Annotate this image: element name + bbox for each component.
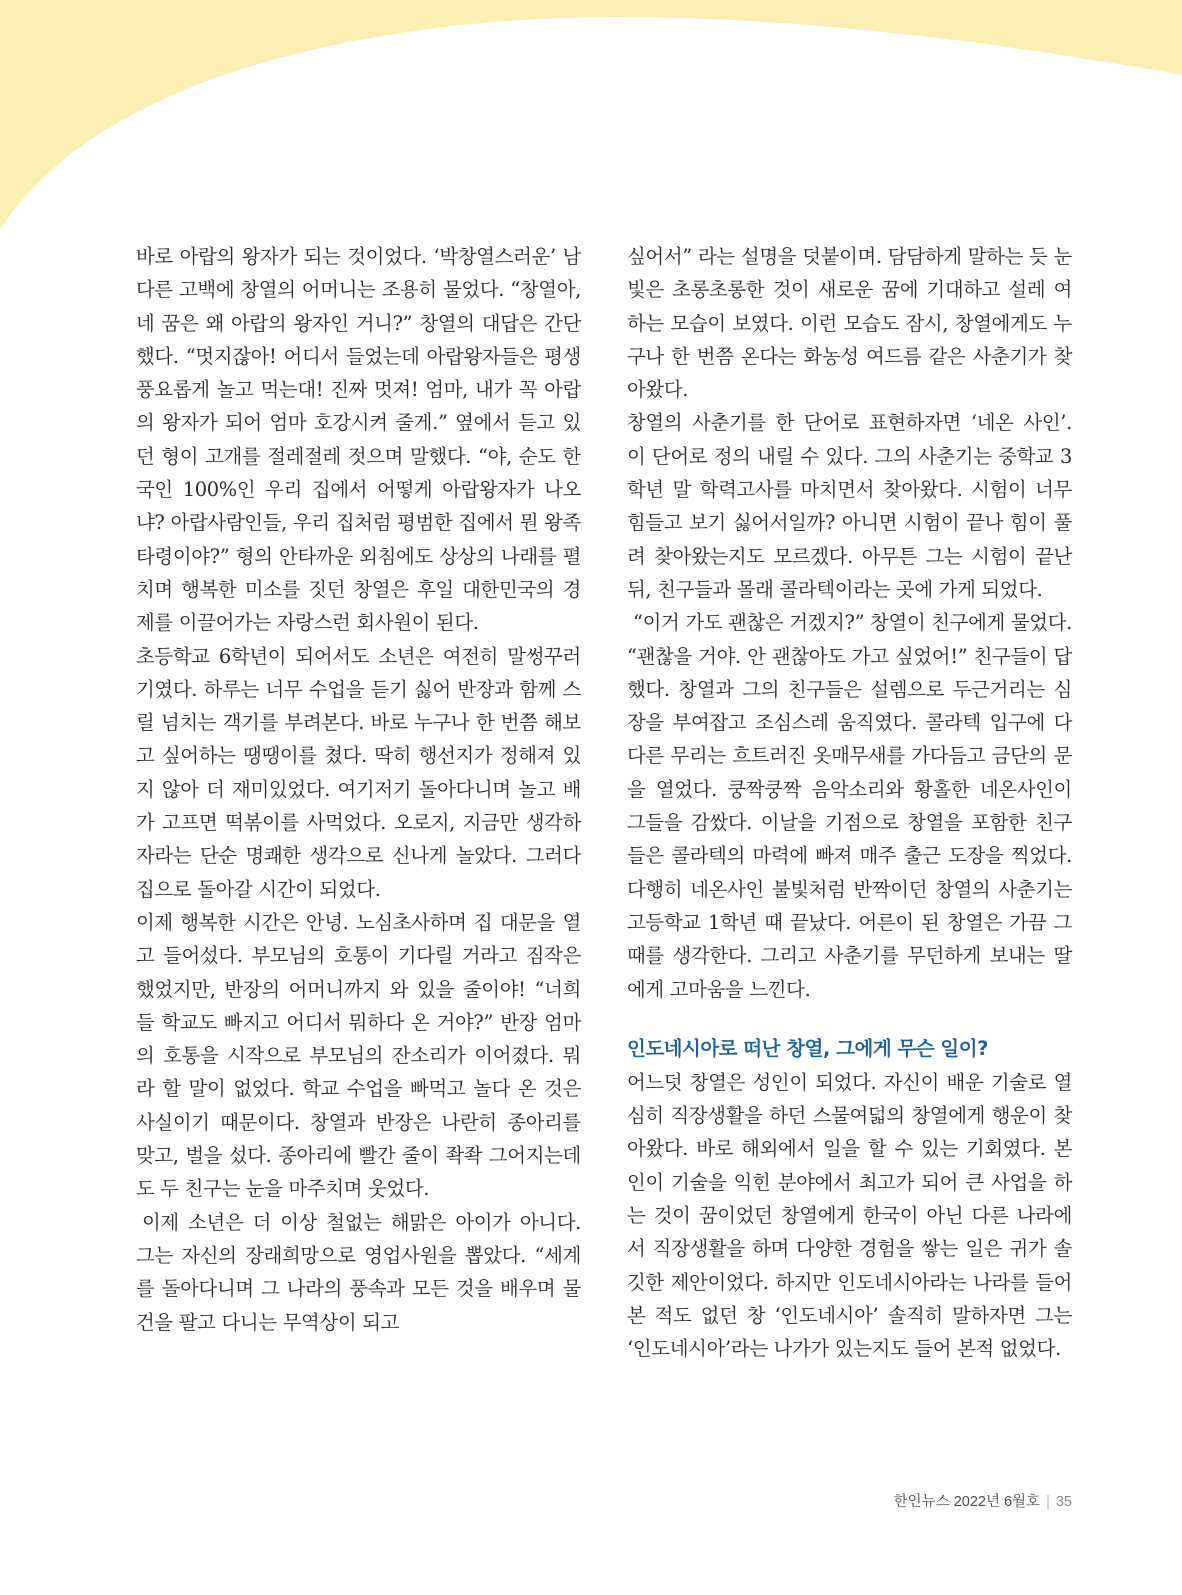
body-paragraph: “이거 가도 괜찮은 거겠지?” 창열이 친구에게 물었다. “괜찮을 거야. 안 괜찮아도 가고 싶었어!” 친구들이 답했다. 창열과 그의 친구들은 설렘으로 두근거리는 심장을 부여잡고 조심스레 움직였다. 콜라텍 입구에 다다른 무리는 흐트러진 옷매무새를 가다듬고 금단의 문을 열었다. 쿵짝쿵짝 음악소리와 황홀한 네온사인이 그들을 감쌌다. 이날을 기점으로 창열을 포함한 친구들은 콜라텍의 마력에 빠져 매주 출근 도장을 찍었다. 다행히 네온사인 불빛처럼 반짝이던 창열의 사춘기는 고등학교 1학년 때 끝났다. 어른이 된 창열은 가끔 그때를 생각한다. 그리고 사춘기를 무던하게 보내는 딸에게 고마움을 느낀다. <box>627 611 1072 1001</box>
body-paragraph: 창열의 사춘기를 한 단어로 표현하자면 ‘네온 사인’. 이 단어로 정의 내릴 수 있다. 그의 사춘기는 중학교 3학년 말 학력고사를 마치면서 찾아왔다. 시험이 너무 힘들고 보기 싫어서일까? 아니면 시험이 끝나 힘이 풀려 찾아왔는지도 모르겠다. 아무튼 그는 시험이 끝난 뒤, 친구들과 몰래 콜라텍이라는 곳에 가게 되었다. <box>627 411 1072 601</box>
body-paragraph: 바로 아랍의 왕자가 되는 것이었다. ‘박창열스러운’ 남다른 고백에 창열의 어머니는 조용히 물었다. “창열아, 네 꿈은 왜 아랍의 왕자인 거니?” 창열의 대답은 간단했다. “멋지잖아! 어디서 들었는데 아랍왕자들은 평생 풍요롭게 놀고 먹는대! 진짜 멋져! 엄마, 내가 꼭 아랍의 왕자가 되어 엄마 호강시켜 줄게.” 옆에서 듣고 있던 형이 고개를 절레절레 젓으며 말했다. “야, 순도 한국인 100%인 우리 집에서 어떻게 아랍왕자가 나오냐? 아랍사람인들, 우리 집처럼 평범한 집에서 뭔 왕족 타령이야?” 형의 안타까운 외침에도 상상의 나래를 펼치며 행복한 미소를 짓던 창열은 후일 대한민국의 경제를 이끌어가는 자랑스런 회사원이 된다. <box>136 245 581 635</box>
footer-separator: | <box>1046 1494 1050 1510</box>
body-paragraph: 이제 소년은 더 이상 철없는 해맑은 아이가 아니다. 그는 자신의 장래희망으로 영업사원을 뽑았다. “세계를 돌아다니며 그 나라의 풍속과 모든 것을 배우며 물건을 팔고 다니는 무역상이 되고 <box>136 1210 581 1334</box>
publication-name: 한인뉴스 2022년 6월호 <box>893 1494 1041 1510</box>
page-footer <box>894 1490 1072 1511</box>
page-number: 35 <box>1055 1494 1072 1510</box>
body-paragraph: 이제 행복한 시간은 안녕. 노심초사하며 집 대문을 열고 들어섰다. 부모님의 호통이 기다릴 거라고 짐작은 했었지만, 반장의 어머니까지 와 있을 줄이야! “너희들 학교도 빠지고 어디서 뭐하다 온 거야?” 반장 엄마의 호통을 시작으로 부모님의 잔소리가 이어졌다. 뭐라 할 말이 없었다. 학교 수업을 빠먹고 놀다 온 것은 사실이기 때문이다. 창열과 반장은 나란히 종아리를 맞고, 벌을 섰다. 종아리에 빨간 줄이 좍좍 그어지는데도 두 친구는 눈을 마주치며 웃었다. <box>136 910 581 1201</box>
right-column <box>627 240 1072 1366</box>
decorative-banner <box>0 0 1182 230</box>
banner-shape <box>0 0 1182 230</box>
body-paragraph: 싶어서” 라는 설명을 덧붙이며. 담담하게 말하는 듯 눈빛은 초롱초롱한 것이 새로운 꿈에 기대하고 설레 여하는 모습이 보였다. 이런 모습도 잠시, 창열에게도 누구나 한 번쯤 온다는 화농성 여드름 같은 사춘기가 찾아왔다. <box>627 245 1072 402</box>
body-paragraph: 초등학교 6학년이 되어서도 소년은 여전히 말썽꾸러기였다. 하루는 너무 수업을 듣기 싫어 반장과 함께 스릴 넘치는 객기를 부려본다. 바로 누구나 한 번쯤 해보고 싶어하는 땡땡이를 쳤다. 딱히 행선지가 정해져 있지 않아 더 재미있었다. 여기저기 돌아다니며 놀고 배가 고프면 떡볶이를 사먹었다. 오로지, 지금만 생각하자라는 단순 명쾌한 생각으로 신나게 놀았다. 그러다 집으로 돌아갈 시간이 되었다. <box>136 644 581 901</box>
section-heading: 인도네시아로 떠난 창열, 그에게 무슨 일이? <box>627 1036 988 1060</box>
body-paragraph: 어느덧 창열은 성인이 되었다. 자신이 배운 기술로 열심히 직장생활을 하던 스물여덟의 창열에게 행운이 찾아왔다. 바로 해외에서 일을 할 수 있는 기회였다. 본인이 기술을 익힌 분야에서 최고가 되어 큰 사업을 하는 것이 꿈이었던 창열에게 한국이 아닌 다른 나라에서 직장생활을 하며 다양한 경험을 쌓는 일은 귀가 솔깃한 제안이었다. 하지만 인도네시아라는 나라를 들어 본 적도 없던 창 ‘인도네시아’ 솔직히 말하자면 그는 ‘인도네시아’라는 나가가 있는지도 들어 본적 없었다. <box>627 1070 1072 1361</box>
left-column <box>136 240 581 1339</box>
